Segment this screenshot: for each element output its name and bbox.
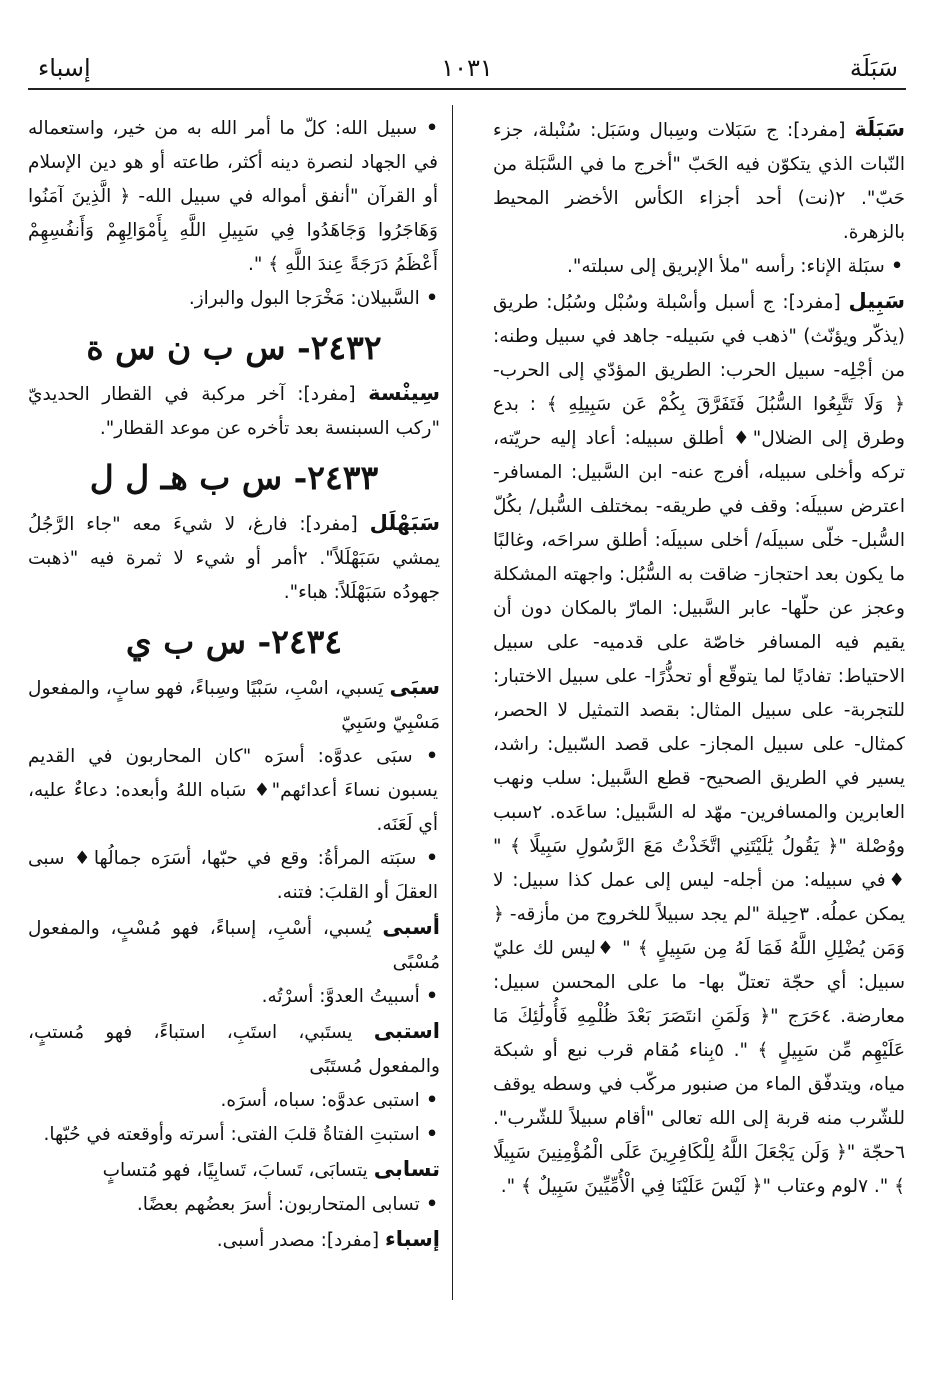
entry-definition: [مفرد]: فارغ، لا شيءَ معه "جاء الرَّجُلُ يمشي سَبَهْلَلاً". ٢أمر أو شيء لا ثمرة فيه "ذهبت جهودُه سَبَهْلَلاً: هباء". [28, 514, 440, 603]
sub-entry-text: سبَلة الإناء: رأسه "ملأ الإبريق إلى سبلته". [567, 256, 885, 277]
headword: استبى [373, 1019, 440, 1043]
sub-entry-text: السَّبيلان: مَخْرَجا البول والبراز. [188, 288, 420, 309]
headword: تسابى [373, 1157, 440, 1181]
left-column [28, 112, 440, 1258]
dictionary-entry [28, 1014, 440, 1084]
headword: أسبى [382, 915, 440, 939]
sub-entry-text: أسبيتُ العدوَّ: أسرْتُه. [261, 986, 420, 1007]
guide-word-right: سَبَلَة [849, 54, 898, 82]
entry-definition: يُسبي، أسْبِ، إسباءً، فهو مُسْبٍ، والمفعول مُسْبًى [28, 918, 440, 973]
sub-entry-text: سبَى عدوَّه: أسرَه "كان المحاربون في القديم يسبون نساءَ أعدائهم"♦ سَباه اللهُ وأبعده: دعاءٌ عليه، أي لَعَنَه. [28, 746, 438, 835]
root-heading: ٢٤٣٣- س ب هـ ل ل [89, 458, 379, 497]
sub-entry [28, 980, 440, 1014]
bullet-icon: • [416, 848, 439, 869]
bullet-icon: • [419, 288, 438, 309]
sub-entry-text: سبيل الله: كلّ ما أمر الله به من خير، واستعماله في الجهاد لنصرة دينه أكثر، طاعته أو هو دين الإسلام أو القرآن "أنفق أمواله في سبيل الله- ﴿ الَّذِينَ آمَنُوا وَهَاجَرُوا وَجَاهَدُوا فِي سَبِيلِ اللَّهِ بِأَمْوَالِهِمْ وَأَنفُسِهِمْ أَعْظَمُ دَرَجَةً عِندَ اللَّهِ ﴾ ". [28, 118, 438, 275]
sub-entry [28, 1118, 440, 1152]
sub-entry [493, 250, 905, 284]
dictionary-entry [28, 376, 440, 446]
entry-definition: يتسابَى، تَسابَ، تَسابِيًا، فهو مُتسابٍ [102, 1160, 374, 1181]
page-header [28, 48, 906, 90]
dictionary-entry [28, 670, 440, 740]
dictionary-entry [28, 1222, 440, 1258]
sub-entry [28, 1084, 440, 1118]
sub-entry [28, 740, 440, 842]
right-column [493, 112, 905, 1204]
bullet-icon: • [419, 1124, 438, 1145]
sub-entry [28, 112, 440, 282]
entry-definition: يستَبي، استَبِ، استباءً، فهو مُستبٍ، والمفعول مُستَبًى [28, 1022, 440, 1077]
bullet-icon: • [412, 746, 438, 767]
headword: إسباء [384, 1227, 440, 1251]
sub-entry [28, 282, 440, 316]
headword: سَبِيل [848, 289, 905, 313]
sub-entry [28, 1188, 440, 1222]
dictionary-entry [28, 1152, 440, 1188]
headword: سِينْسة [368, 381, 440, 405]
bullet-icon: • [419, 986, 438, 1007]
page-number: ١٠٣١ [441, 54, 493, 82]
sub-entry-text: استبتِ الفتاةُ قلبَ الفتى: أسرته وأوقعته في حُبّها. [43, 1124, 420, 1145]
headword: سبَى [389, 675, 440, 699]
entry-definition: [مفرد]: ج سَبَلات وسِبال وسَبَل: سُنْبلة، جزء النّبات الذي يتكوّن فيه الحَبّ "أخرج ما في السَّبَلة من حَبّ". ٢(نت) أحد أجزاء الكأس الأخضر المحيط بالزهرة. [493, 120, 905, 243]
bullet-icon: • [417, 118, 438, 139]
guide-word-left: إسباء [38, 54, 91, 82]
entry-definition: [مفرد]: مصدر أسبى. [216, 1230, 385, 1251]
headword: سَبَهْلَل [369, 511, 440, 535]
dictionary-entry [493, 284, 905, 1204]
dictionary-entry [28, 910, 440, 980]
bullet-icon: • [884, 256, 903, 277]
column-divider [452, 105, 453, 1300]
sub-entry [28, 842, 440, 910]
entry-definition: [مفرد]: آخر مركبة في القطار الحديديّ "ركب السبنسة بعد تأخره عن موعد القطار". [28, 384, 440, 439]
entry-definition: [مفرد]: ج أسبل وأسْبلة وسُبْل وسُبُل: طريق (يذكّر ويؤنّث) "ذهب في سَبيله- جاهد في سبيل وطنه: من أجْلِه- سبيل الحرب: الطريق المؤدّي إلى الحرب- ﴿ وَلَا تَتَّبِعُوا السُّبُلَ فَتَفَرَّقَ بِكُمْ عَن سَبِيلِهِ ﴾ : بدع وطرق إلى الضلال"♦ أطلق سبيله: أعاد إليه حريّته، تركه وأخلى سبيله، أفرج عنه- ابن السَّبيل: المسافر- اعترض سبيلَه: وقف في طريقه- بمختلف السُّبل/ بكُلّ السُّبل- خلّى سبيلَه/ أخلى سبيلَه: أطلق سراحَه، وغالبًا ما يكون بعد احتجاز- ضاقت به السُّبُل: واجهته المشكلة وعجز عن حلّها- عابر السَّبيل: المارّ بالمكان دون أن يقيم فيه المسافر خاصّة على قدميه- على سبيل الاحتياط: تفاديًا لما يتوقّع أو تحذُّرًا- على سبيل الاختبار: للتجربة- على سبيل المثال: بقصد التمثيل لا الحصر، كمثال- على سبيل المجاز- على قصد السّبيل: راشد، يسير في الطريق الصحيح- قطع السَّبيل: سلب ونهب العابرين والمسافرين- مهّد له السَّبيل: ساعَده. ٢سبب ووُصْلة "﴿ يَقُولُ يَٰلَيْتَنِي اتَّخَذْتُ مَعَ الرَّسُولِ سَبِيلًا ﴾ " ♦في سبيله: من أجله- ليس إلى عمل كذا سبيل: لا يمكن عملُه. ٣حِيلة "لم يجد سبيلاً للخروج من مأزقه- ﴿ وَمَن يُضْلِلِ اللَّهُ فَمَا لَهُ مِن سَبِيلٍ ﴾ " ♦ليس لك عليّ سبيل: أي حجّة تعتلّ بها- ما على المحسن سبيل: معارضة. ٤حَرَج "﴿ وَلَمَنِ انتَصَرَ بَعْدَ ظُلْمِهِ فَأُولَٰئِكَ مَا عَلَيْهِم مِّن سَبِيلٍ ﴾ ". ٥بِناء مُقام قرب نبع أو شبكة مياه، ويتدفّق الماء من صنبور مركّب في وسطه يوقف للشّرب منه قربة إلى الله تعالى "أقام سبيلاً للشّرب". ٦حجّة "﴿ وَلَن يَجْعَلَ اللَّهُ لِلْكَافِرِينَ عَلَى الْمُؤْمِنِينَ سَبِيلًا ﴾ ". ٧لوم وعتاب "﴿ لَيْسَ عَلَيْنَا فِي الْأُمِّيِّينَ سَبِيلٌ ﴾ ". [493, 292, 906, 1197]
root-heading: ٢٤٣٤- س ب ي [125, 622, 343, 661]
bullet-icon: • [419, 1090, 438, 1111]
entry-definition: يَسبي، اسْبِ، سَبْيًا وسِباءً، فهو سابٍ، والمفعول مَسْبِيّ وسَبِيّ [28, 678, 440, 733]
bullet-icon: • [419, 1194, 438, 1215]
sub-entry-text: سبَته المرأةُ: وقع في حبّها، أسَرَه جمالُها♦ سبى العقلَ أو القلبَ: فتنه. [28, 848, 438, 903]
dictionary-entry [28, 506, 440, 610]
sub-entry-text: استبى عدوَّه: سباه، أسرَه. [220, 1090, 420, 1111]
headword: سَبَلَة [854, 117, 905, 141]
root-heading: ٢٤٣٢- س ب ن س ة [86, 328, 382, 367]
sub-entry-text: تسابى المتحاربون: أسرَ بعضُهم بعضًا. [136, 1194, 420, 1215]
dictionary-entry [493, 112, 905, 250]
